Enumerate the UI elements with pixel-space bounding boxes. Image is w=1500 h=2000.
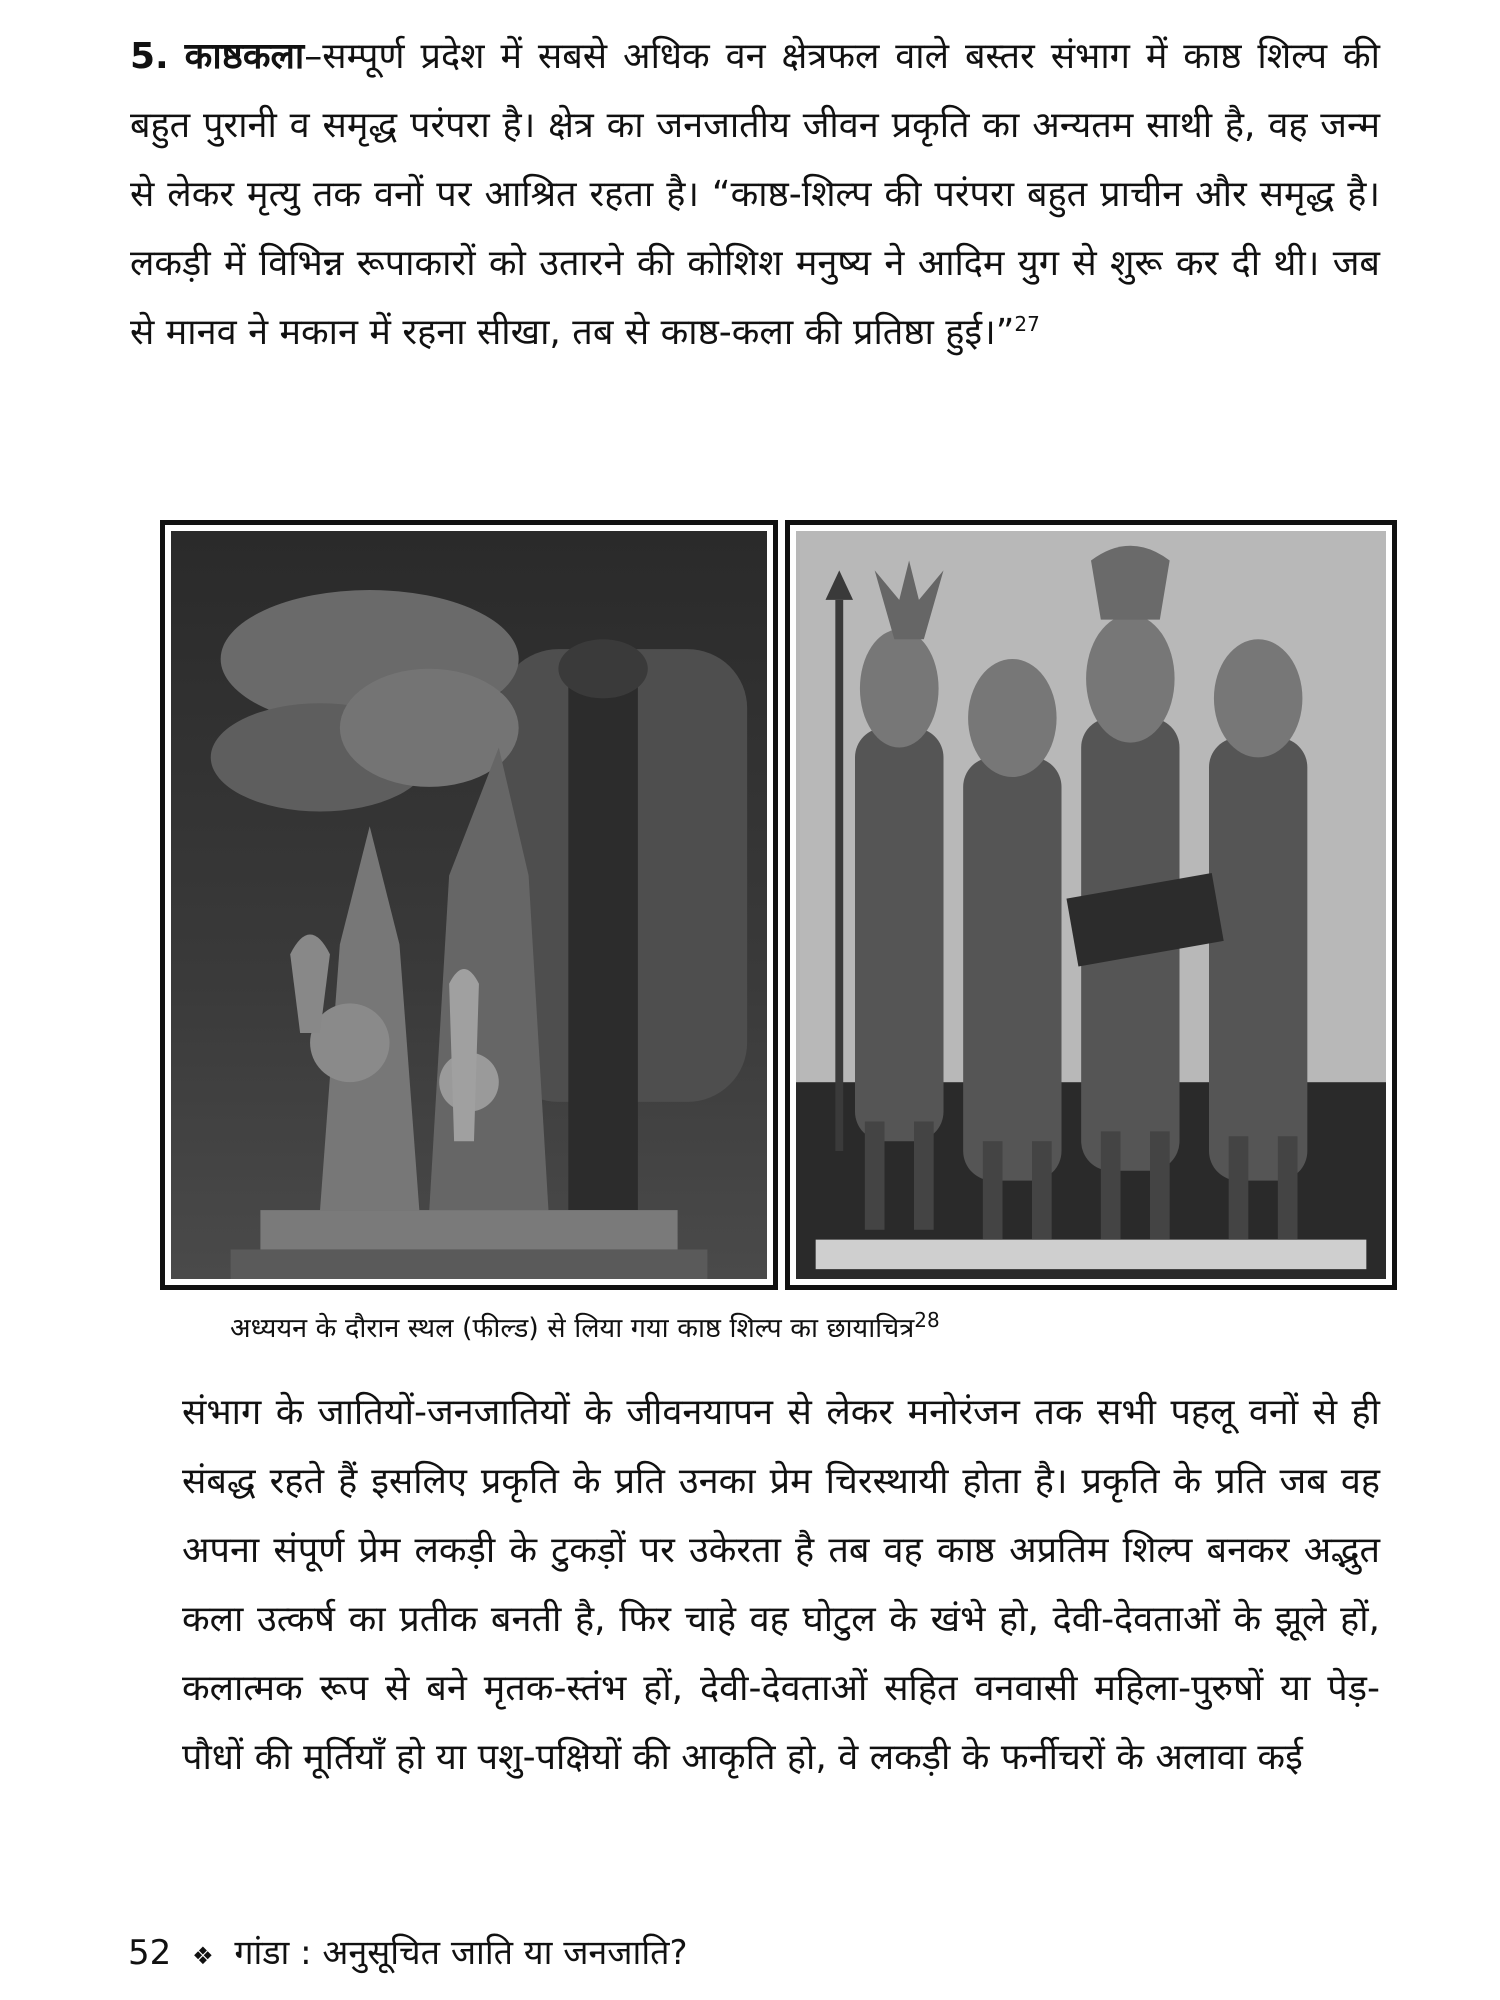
section-paragraph-text: –सम्पूर्ण प्रदेश में सबसे अधिक वन क्षेत्रफल वाले बस्तर संभाग में काष्ठ शिल्प की बहुत पुरानी व समृद्ध परंपरा है। क्षेत्र का जनजातीय जीवन प्रकृति का अन्यतम साथी है, वह जन्म से लेकर मृत्यु तक वनों पर आश्रित रहता है। “काष्ठ-शिल्प की परंपरा बहुत प्राचीन और समृद्ध है। लकड़ी में विभिन्न रूपाकारों को उतारने की कोशिश मनुष्य ने आदिम युग से शुरू कर दी थी। जब से मानव ने मकान में रहना सीखा, तब से काष्ठ-कला की प्रतिष्ठा हुई।”	[130, 36, 1380, 353]
section-number: 5.	[130, 36, 169, 77]
page-footer	[128, 1928, 688, 1974]
figure-caption	[230, 1308, 940, 1345]
woodcraft-photo-right	[785, 520, 1397, 1290]
carved-tree-sculpture-image	[171, 531, 767, 1279]
carved-figures-sculpture-image	[796, 531, 1386, 1279]
body-paragraph-2: संभाग के जातियों-जनजातियों के जीवनयापन से लेकर मनोरंजन तक सभी पहलू वनों से ही संबद्ध रहते हैं इसलिए प्रकृति के प्रति उनका प्रेम चिरस्थायी होता है। प्रकृति के प्रति जब वह अपना संपूर्ण प्रेम लकड़ी के टुकड़ों पर उकेरता है तब वह काष्ठ अप्रतिम शिल्प बनकर अद्भुत कला उत्कर्ष का प्रतीक बनती है, फिर चाहे वह घोटुल के खंभे हो, देवी-देवताओं के झूले हों, कलात्मक रूप से बने मृतक-स्तंभ हों, देवी-देवताओं सहित वनवासी महिला-पुरुषों या पेड़-पौधों की मूर्तियाँ हो या पशु-पक्षियों की आकृति हो, वे लकड़ी के फर्नीचरों के अलावा कई	[182, 1392, 1380, 1778]
book-title: गांडा : अनुसूचित जाति या जनजाति?	[234, 1933, 688, 1973]
footer-separator-icon: ❖	[192, 1942, 214, 1970]
page-number: 52	[128, 1933, 172, 1973]
section-5-paragraph	[130, 22, 1380, 367]
footnote-ref-28: 28	[914, 1308, 940, 1332]
woodcraft-photo-left	[160, 520, 778, 1290]
figure-caption-text: अध्ययन के दौरान स्थल (फील्ड) से लिया गया काष्ठ शिल्प का छायाचित्र	[230, 1313, 915, 1344]
footnote-ref-27: 27	[1014, 312, 1040, 336]
section-heading: काष्ठकला	[184, 36, 305, 77]
